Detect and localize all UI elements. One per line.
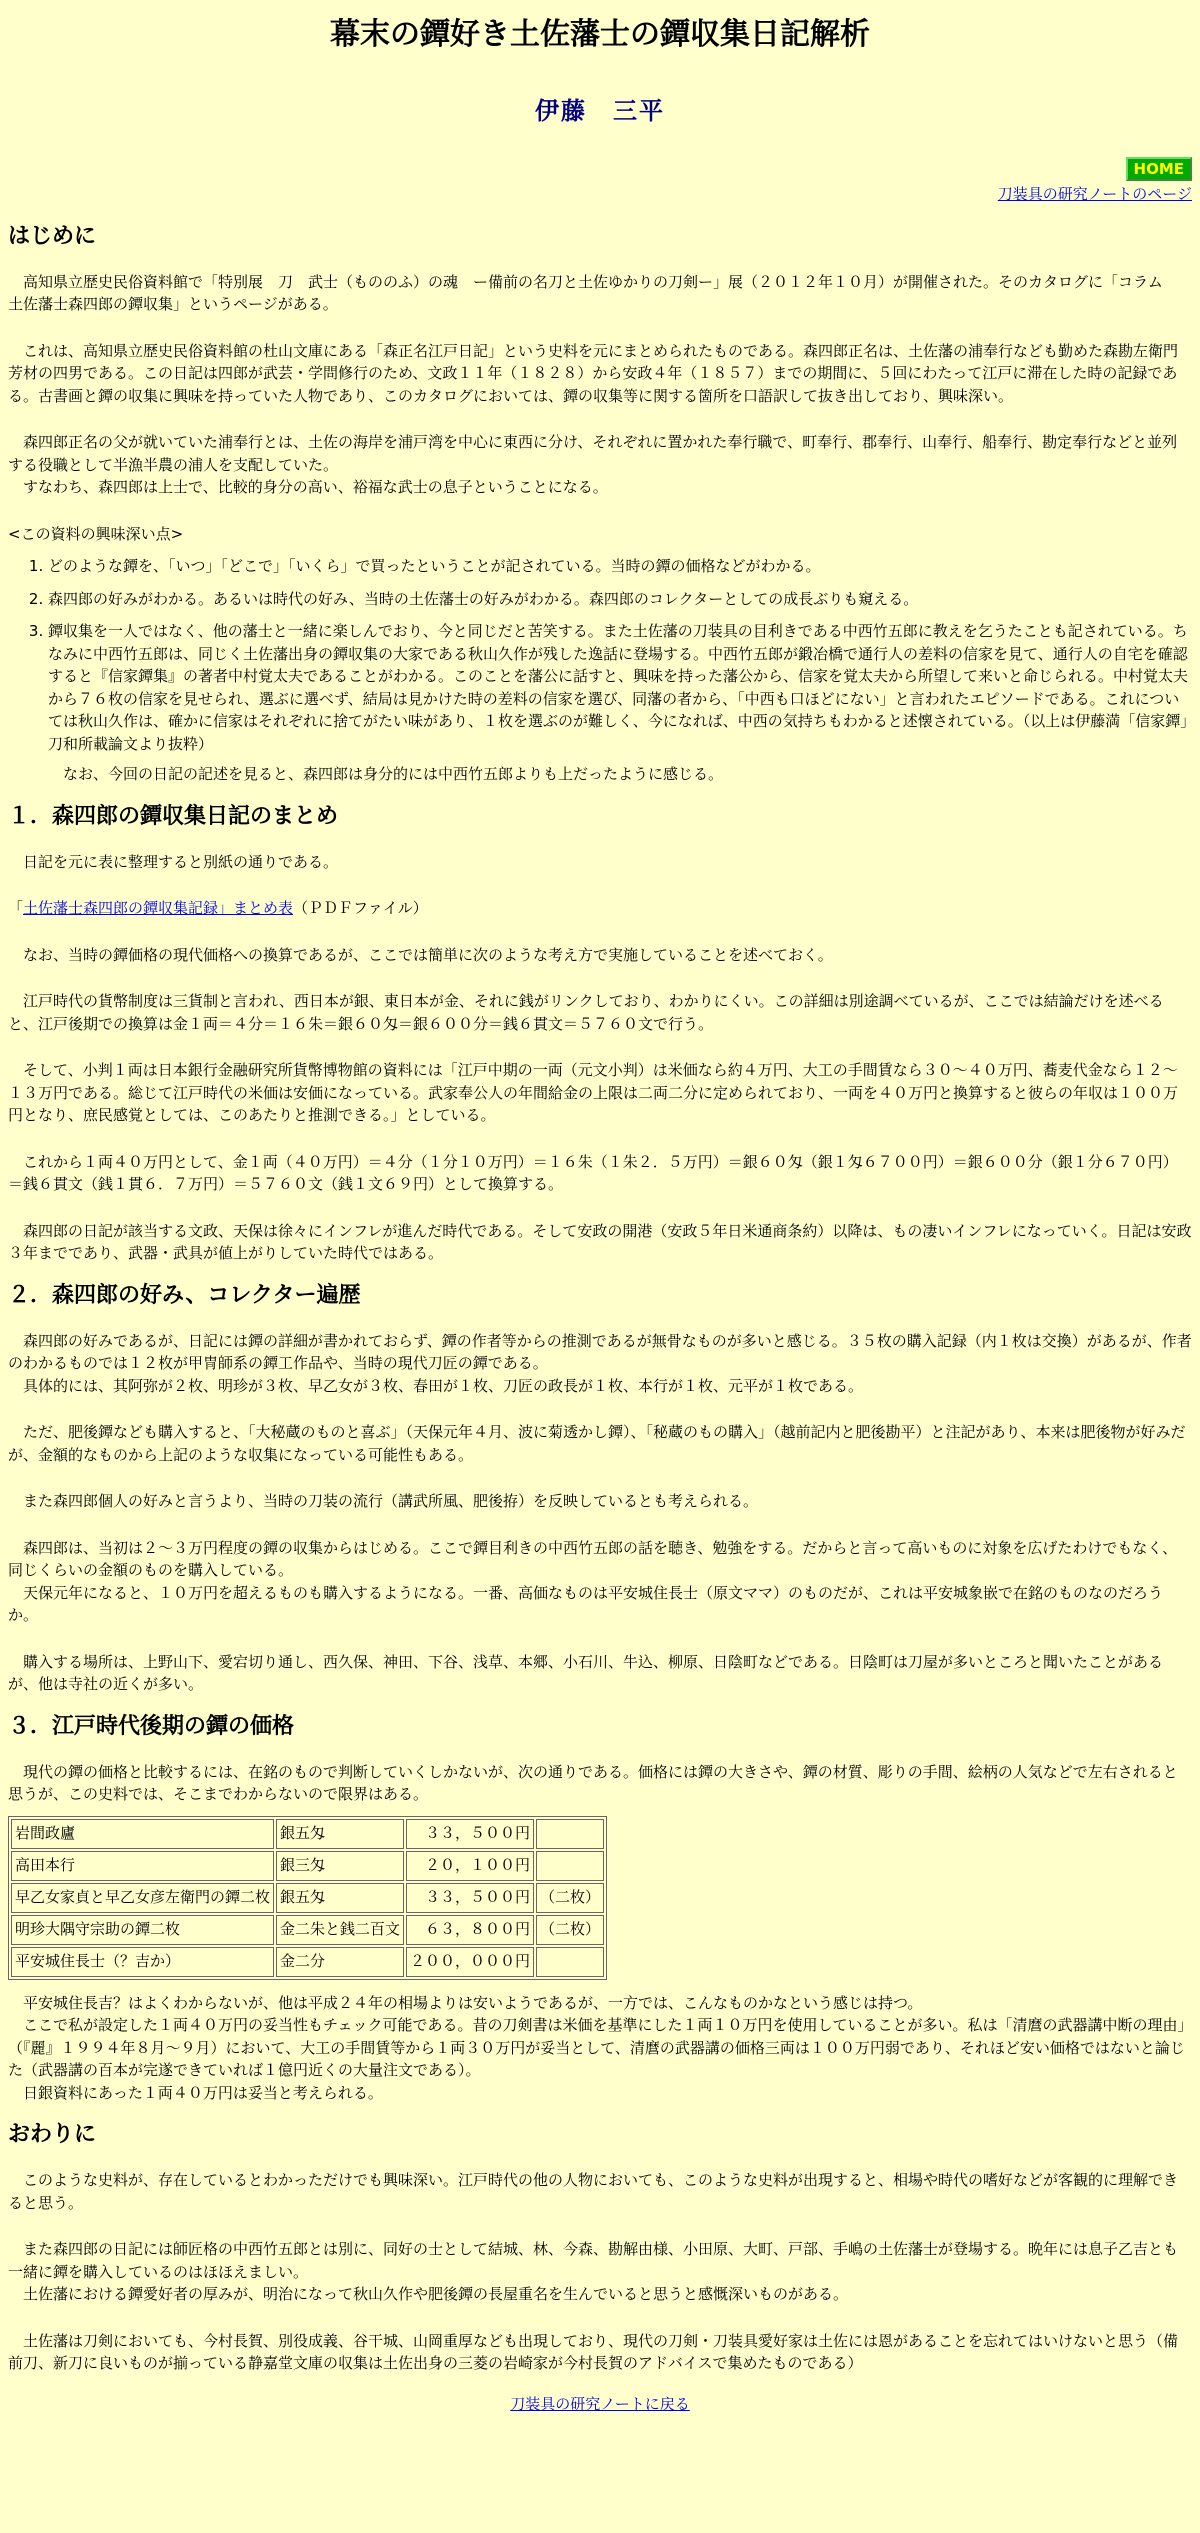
- list-item: 1. どのような鐔を、「いつ」「どこで」「いくら」で買ったということが記されている。当時の鐔の価格などがわかる。: [48, 555, 1192, 578]
- table-row: [11, 1819, 604, 1849]
- section2-paragraph: 森四郎の好みであるが、日記には鐔の詳細が書かれておらず、鐔の作者等からの推測であるが無骨なものが多いと感じる。３５枚の購入記録（内１枚は交換）があるが、作者のわかるものでは１２枚が甲冑師系の鐔工作品や、当時の現代刀匠の鐔である。: [8, 1331, 1192, 1372]
- table-cell-name: 岩間政廬: [11, 1819, 274, 1849]
- intro-paragraph: これは、高知県立歴史民俗資料館の杜山文庫にある「森正名江戸日記」という史料を元にまとめられたものである。森四郎正名は、土佐藩の浦奉行なども勤めた森勘左衛門芳材の四男である。この日記は四郎が武芸・学問修行のため、文政１１年（１８２８）から安政４年（１８５７）までの期間に、５回にわたって江戸に滞在した時の記録である。古書画と鐔の収集に興味を持っていた人物であり、このカタログにおいては、鐔の収集等に関する箇所を口語訳して抜き出しており、興味深い。: [8, 341, 1179, 405]
- table-cell-note: （二枚）: [536, 1915, 604, 1945]
- table-row: [11, 1883, 604, 1913]
- table-cell-orig-price: 銀五匁: [276, 1819, 404, 1849]
- table-cell-note: [536, 1851, 604, 1881]
- section1-paragraph: 森四郎の日記が該当する文政、天保は徐々にインフレが進んだ時代である。そして安政の開港（安政５年日米通商条約）以降は、もの凄いインフレになっていく。日記は安政３年までであり、武器・武具が値上がりしていた時代ではある。: [8, 1221, 1192, 1262]
- table-row: [11, 1947, 604, 1977]
- price-table: [8, 1816, 607, 1980]
- section2-paragraph: 森四郎は、当初は２〜３万円程度の鐔の収集からはじめる。ここで鐔目利きの中西竹五郎の話を聴き、勉強をする。だからと言って高いものに対象を広げたわけでもなく、同じくらいの金額のものを購入している。: [8, 1538, 1178, 1579]
- section1-paragraph: 日記を元に表に整理すると別紙の通りである。: [23, 852, 339, 871]
- table-cell-modern-price: ３３，５００円: [406, 1883, 534, 1913]
- section1-paragraph: なお、当時の鐔価格の現代価格への換算であるが、ここでは簡単に次のような考え方で実施していることを述べておく。: [23, 945, 833, 964]
- intro-heading: はじめに: [8, 223, 97, 249]
- points-after-text: なお、今回の日記の記述を見ると、森四郎は身分的には中西竹五郎よりも上だったように感じる。: [63, 765, 724, 783]
- ending-heading: おわりに: [8, 2122, 97, 2147]
- section2-paragraph: 天保元年になると、１０万円を超えるものも購入するようになる。一番、高価なものは平安城住長士（原文ママ）のものだが、これは平安城象嵌で在銘のものなのだろうか。: [8, 1583, 1164, 1624]
- section2-paragraph: 購入する場所は、上野山下、愛宕切り通し、西久保、神田、下谷、浅草、本郷、小石川、牛込、柳原、日陰町などである。日陰町は刀屋が多いところと聞いたことがあるが、他は寺社の近くが多い。: [8, 1652, 1164, 1693]
- table-cell-modern-price: ２０，１００円: [406, 1851, 534, 1881]
- pdf-prefix: 「: [8, 899, 24, 917]
- ending-paragraph: また森四郎の日記には師匠格の中西竹五郎とは別に、同好の士として結城、林、今森、勘解由様、小田原、大町、戸部、手嶋の土佐藩士が登場する。晩年には息子乙吉とも一緒に鐔を購入しているのはほほえましい。: [8, 2240, 1179, 2281]
- table-cell-note: （二枚）: [536, 1883, 604, 1913]
- points-heading: <この資料の興味深い点>: [8, 524, 184, 543]
- list-item: 2. 森四郎の好みがわかる。あるいは時代の好み、当時の土佐藩士の好みがわかる。森四郎のコレクターとしての成長ぶりも窺える。: [48, 588, 1192, 611]
- section2-paragraph: ただ、肥後鐔なども購入すると、「大秘蔵のものと喜ぶ」（天保元年４月、波に菊透かし鐔）、「秘蔵のもの購入」（越前記内と肥後勘平）と注記があり、本来は肥後物が好みだが、金額的なものから上記のような収集になっている可能性もある。: [8, 1423, 1186, 1464]
- table-cell-name: 平安城住長士（？吉か）: [11, 1947, 274, 1977]
- section2-paragraph: 具体的には、其阿弥が２枚、明珍が３枚、早乙女が３枚、春田が１枚、刀匠の政長が１枚、本行が１枚、元平が１枚である。: [23, 1376, 864, 1395]
- notes-page-link[interactable]: 刀装具の研究ノートのページ: [997, 185, 1192, 203]
- intro-paragraph: 高知県立歴史民俗資料館で「特別展 刀 武士（もののふ）の魂 ー備前の名刀と土佐ゆかりの刀剣ー」展（２０１２年１０月）が開催された。そのカタログに「コラム 土佐藩士森四郎の鐔収集」というページがある。: [8, 272, 1178, 313]
- section2-paragraph: また森四郎個人の好みと言うより、当時の刀装の流行（講武所風、肥後拵）を反映しているとも考えられる。: [23, 1492, 759, 1510]
- table-cell-note: [536, 1947, 604, 1977]
- author-name: 伊藤 三平: [535, 97, 665, 125]
- table-cell-orig-price: 銀五匁: [276, 1883, 404, 1913]
- pdf-link-line: [8, 897, 1192, 920]
- section3-paragraph: 日銀資料にあった１両４０万円は妥当と考えられる。: [23, 2083, 383, 2102]
- list-item: 3. 鐔収集を一人ではなく、他の藩士と一緒に楽しんでおり、今と同じだと苦笑する。また土佐藩の刀装具の目利きである中西竹五郎に教えを乞うたことも記されている。ちなみに中西竹五郎は、同じく土佐藩出身の鐔収集の大家である秋山久作が残した逸話に登場する。中西竹五郎が鍛冶橋で通行人の差料の信家を見て、通行人の自宅を確認すると『信家鐔集』の著者中村覚太夫であることがわかる。このことを藩公に話すと、興味を持った藩公から、信家を覚太夫から所望して来いと命じられる。中村覚太夫から７６枚の信家を見せられ、選ぶに選べず、結局は見かけた時の差料の信家を選び、同藩の者から、「中西も口ほどにない」と言われたエピソードである。これについては秋山久作は、確かに信家はそれぞれに捨てがたい味があり、１枚を選ぶのが難しく、今になれば、中西の気持ちもわかると述懐されている。（以上は伊藤満「信家鐔」刀和所載論文より抜粋）: [48, 620, 1192, 755]
- table-cell-orig-price: 金二分: [276, 1947, 404, 1977]
- pdf-suffix: （ＰＤＦファイル）: [293, 899, 428, 917]
- section3-paragraph: 現代の鐔の価格と比較するには、在銘のもので判断していくしかないが、次の通りである。価格には鐔の大きさや、鐔の材質、彫りの手間、絵柄の人気などで左右されると思うが、この史料では、そこまでわからないので限界はある。: [8, 1762, 1178, 1803]
- table-cell-orig-price: 銀三匁: [276, 1851, 404, 1881]
- points-list: [8, 555, 1192, 755]
- notes-link-area: [8, 183, 1192, 206]
- footer: [8, 2393, 1192, 2416]
- home-button[interactable]: HOME: [1126, 157, 1192, 181]
- pdf-summary-link[interactable]: 土佐藩士森四郎の鐔収集記録」まとめ表: [23, 899, 294, 917]
- section3-paragraph: 平安城住長吉？はよくわからないが、他は平成２４年の相場よりは安いようであるが、一方では、こんなものかなという感じは持つ。: [23, 1993, 923, 2012]
- section3-heading: ３．江戸時代後期の鐔の価格: [8, 1713, 295, 1739]
- table-cell-modern-price: ２００，０００円: [406, 1947, 534, 1977]
- page-title: 幕末の鐔好き土佐藩士の鐔収集日記解析: [330, 17, 870, 52]
- table-row: [11, 1851, 604, 1881]
- table-cell-name: 早乙女家貞と早乙女彦左衛門の鐔二枚: [11, 1883, 274, 1913]
- ending-paragraph: このような史料が、存在しているとわかっただけでも興味深い。江戸時代の他の人物においても、このような史料が出現すると、相場や時代の嗜好などが客観的に理解できると思う。: [8, 2171, 1179, 2212]
- table-cell-name: 明珍大隅守宗助の鐔二枚: [11, 1915, 274, 1945]
- intro-paragraph: すなわち、森四郎は上士で、比較的身分の高い、裕福な武士の息子ということになる。: [23, 478, 608, 496]
- section1-paragraph: これから１両４０万円として、金１両（４０万円）＝４分（１分１０万円）＝１６朱（１朱２．５万円）＝銀６０匁（銀１匁６７００円）＝銀６００分（銀１分６７０円）＝銭６貫文（銭１貫６．７万円）＝５７６０文（銭１文６９円）として換算する。: [8, 1152, 1178, 1193]
- section3-paragraph: ここで私が設定した１両４０万円の妥当性もチェック可能である。昔の刀剣書は米価を基準にした１両１０万円を使用していることが多い。私は「清麿の武器講中断の理由」（『麗』１９９４年８月〜９月）において、大工の手間賃等から１両３０万円が妥当として、清麿の武器講の価格三両は１００万円弱であり、それほど安い価格ではないと論じた（武器講の百本が完遂できていれば１億円近くの大量注文である）。: [8, 2016, 1186, 2079]
- table-cell-modern-price: ６３，８００円: [406, 1915, 534, 1945]
- intro-paragraph: 森四郎正名の父が就いていた浦奉行とは、土佐の海岸を浦戸湾を中心に東西に分け、それぞれに置かれた奉行職で、町奉行、郡奉行、山奉行、船奉行、勘定奉行などと並列する役職として半漁半農の浦人を支配していた。: [8, 433, 1178, 474]
- table-cell-modern-price: ３３，５００円: [406, 1819, 534, 1849]
- table-cell-orig-price: 金二朱と銭二百文: [276, 1915, 404, 1945]
- section2-heading: ２．森四郎の好み、コレクター遍歴: [8, 1282, 361, 1308]
- ending-paragraph: 土佐藩における鐔愛好者の厚みが、明治になって秋山久作や肥後鐔の長屋重名を生んでいると思うと感慨深いものがある。: [23, 2285, 849, 2303]
- section1-heading: １．森四郎の鐔収集日記のまとめ: [8, 803, 339, 829]
- ending-paragraph: 土佐藩は刀剣においても、今村長賀、別役成義、谷干城、山岡重厚なども出現しており、現代の刀剣・刀装具愛好家は土佐には恩があることを忘れてはいけないと思う（備前刀、新刀に良いものが揃っている静嘉堂文庫の収集は土佐出身の三菱の岩崎家が今村長賀のアドバイスで集めたものである）: [8, 2331, 1179, 2372]
- table-row: [11, 1915, 604, 1945]
- section1-paragraph: そして、小判１両は日本銀行金融研究所貨幣博物館の資料には「江戸中期の一両（元文小判）は米価なら約４万円、大工の手間賃なら３０〜４０万円、蕎麦代金なら１２〜１３万円である。総じて江戸時代の米価は安価になっている。武家奉公人の年間給金の上限は二両二分に定められており、一両を４０万円と換算すると彼らの年収は１００万円となり、庶民感覚としては、このあたりと推測できる。」としている。: [8, 1061, 1179, 1124]
- back-to-notes-link[interactable]: 刀装具の研究ノートに戻る: [510, 2394, 690, 2413]
- table-cell-note: [536, 1819, 604, 1849]
- section1-paragraph: 江戸時代の貨幣制度は三貨制と言われ、西日本が銀、東日本が金、それに銭がリンクしており、わかりにくい。この詳細は別途調べているが、ここでは結論だけを述べると、江戸後期での換算は金１両＝４分＝１６朱＝銀６０匁＝銀６００分＝銭６貫文＝５７６０文で行う。: [8, 992, 1164, 1033]
- table-cell-name: 高田本行: [11, 1851, 274, 1881]
- home-area: [8, 157, 1192, 181]
